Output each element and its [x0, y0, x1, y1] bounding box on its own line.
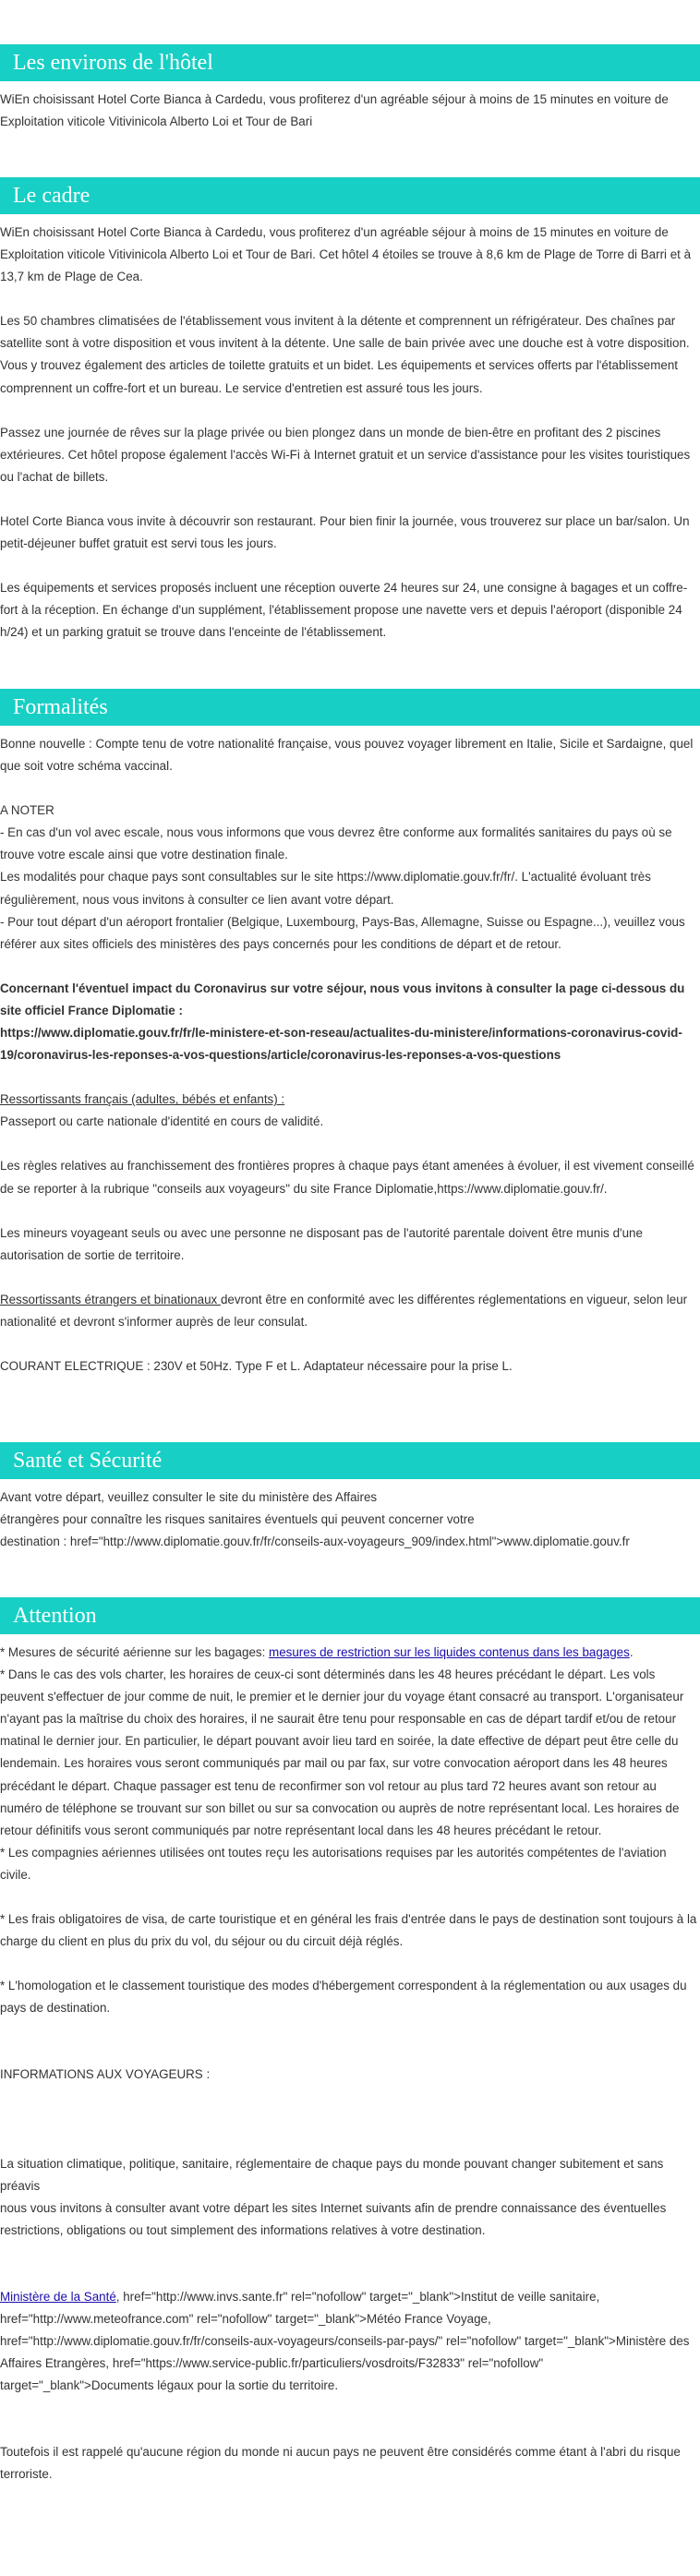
- formalites-intro: Bonne nouvelle : Compte tenu de votre nationalité française, vous pouvez voyager librement en Italie, Sicile et Sardaigne, quel que soit votre schéma vaccinal.: [0, 737, 694, 774]
- attention-homologation: * L'homologation et le classement touristique des modes d'hébergement correspondent à la réglementation ou aux usages du pays de destination.: [0, 1979, 687, 2016]
- section-title-formalites: Formalités: [0, 689, 700, 726]
- ressortissants-etrangers-label: Ressortissants étrangers et binationaux: [0, 1292, 221, 1306]
- liquides-restriction-link[interactable]: mesures de restriction sur les liquides contenus dans les bagages: [269, 1645, 630, 1659]
- sante-text: Avant votre départ, veuillez consulter le site du ministère des Affaires étrangères pour connaître les risques sanitaires éventuels qui peuvent concerner votre destination : href="http://www.diplomatie.gouv.fr/fr/conseils-aux-voyageurs_909/index.html">www.diplomatie.gouv.fr: [0, 1490, 630, 1549]
- section-content-sante: [0, 1479, 700, 1553]
- section-title-sante: Santé et Sécurité: [0, 1442, 700, 1479]
- section-sante: [0, 1442, 700, 1553]
- section-formalites: [0, 689, 700, 1378]
- attention-vols: * Dans le cas des vols charter, les horaires de ceux-ci sont déterminés dans les 48 heures précédant le départ. Les vols peuvent s'effectuer de jour comme de nuit, le premier et le dernier jour du voyage étant consacré au transport. L'organisateur n'ayant pas la maîtrise du choix des horaires, il ne saurait être tenu pour responsable en cas de départ tardif et/ou de retour matinal le dernier jour. En particulier, le départ pouvant avoir lieu tard en soirée, la date effective de départ peut être celle du lendemain. Les horaires vous seront communiqués par mail ou par fax, sur votre convocation aéroport dans les 48 heures précédant le départ. Chaque passager est tenu de reconfirmer son vol retour au plus tard 72 heures avant son retour au numéro de téléphone se trouvant sur son billet ou sur sa convocation ou auprès de notre représentant local. Les horaires de retour définitifs vous seront communiqués par notre représentant local dans les 48 heures précédant le retour. * Les compagnies aériennes utilisées ont toutes reçu les autorisations requises par les autorités compétentes de l'aviation civile.: [0, 1667, 684, 1882]
- cadre-paragraph-4: Hotel Corte Bianca vous invite à découvrir son restaurant. Pour bien finir la journée, vous trouverez sur place un bar/salon. Un petit-déjeuner buffet gratuit est servi tous les jours.: [0, 513, 690, 551]
- cadre-paragraph-5: Les équipements et services proposés incluent une réception ouverte 24 heures sur 24, une consigne à bagages et un coffre-fort à la réception. En échange d'un supplément, l'établissement propose une navette vers et depuis l'aéroport (disponible 24 h/24) et un parking gratuit se trouve dans l'enceinte de l'établissement.: [0, 581, 688, 640]
- attention-frais: * Les frais obligatoires de visa, de carte touristique et en général les frais d'entrée dans le pays de destination sont toujours à la charge du client en plus du prix du vol, du séjour ou du circuit déjà réglés.: [0, 1912, 697, 1949]
- formalites-mineurs: Les mineurs voyageant seuls ou avec une personne ne disposant pas de l'autorité parentale doivent être munis d'une autorisation de sortie de territoire.: [0, 1225, 643, 1262]
- ressortissants-etrangers: [0, 1289, 700, 1333]
- attention-ministere-rest: , href="http://www.invs.sante.fr" rel="nofollow" target="_blank">Institut de veille sanitaire, href="http://www.meteofrance.com" rel="nofollow" target="_blank">Météo France Voyage, href="http://www.diplomatie.gouv.fr/fr/conseils-aux-voyageurs/conseils-par-pays/" rel="nofollow" target="_blank">Ministère des Affaires Etrangères, href="https://www.service-public.fr/particuliers/vosdroits/F32833" rel="nofollow" target="_blank">Documents légaux pour la sortie du territoire.: [0, 2289, 690, 2393]
- attention-terroriste: Toutefois il est rappelé qu'aucune région du monde ni aucun pays ne peuvent être considérés comme étant à l'abri du risque terroriste.: [0, 2445, 681, 2482]
- attention-mesures-prefix: * Mesures de sécurité aérienne sur les bagages:: [0, 1645, 270, 1659]
- section-title-attention: Attention: [0, 1597, 700, 1634]
- attention-ministere: [0, 2286, 700, 2397]
- informations-voyageurs: INFORMATIONS AUX VOYAGEURS :: [0, 2067, 211, 2082]
- section-content-formalites: [0, 726, 700, 1378]
- ministere-sante-link[interactable]: Ministère de la Santé: [0, 2289, 116, 2304]
- ressortissants-etrangers-text: devront être en conformité avec les différentes réglementations en vigueur, selon leur nationalité et devront s'informer auprès de leur consulat.: [0, 1292, 688, 1329]
- attention-mesures-suffix: .: [629, 1645, 634, 1659]
- section-title-environs: Les environs de l'hôtel: [0, 44, 700, 81]
- attention-situation: La situation climatique, politique, sanitaire, réglementaire de chaque pays du monde pouvant changer subitement et sans préavis nous vous invitons à consulter avant votre départ les sites Internet suivants afin de prendre connaissance des éventuelles restrictions, obligations ou tout simplement des informations relatives à votre destination.: [0, 2156, 667, 2237]
- courant-electrique: COURANT ELECTRIQUE : 230V et 50Hz. Type F et L. Adaptateur nécessaire pour la prise L.: [0, 1358, 513, 1373]
- formalites-regles: Les règles relatives au franchissement des frontières propres à chaque pays étant amenées à évoluer, il est vivement conseillé de se reporter à la rubrique "conseils aux voyageurs" du site France Diplomatie,https://www.diplomatie.gouv.fr/.: [0, 1159, 694, 1196]
- environs-text: WiEn choisissant Hotel Corte Bianca à Cardedu, vous profiterez d'un agréable séjour à moins de 15 minutes en voiture de Exploitation viticole Vitivinicola Alberto Loi et Tour de Bari: [0, 92, 669, 129]
- section-attention: [0, 1597, 700, 2486]
- cadre-paragraph-2: Les 50 chambres climatisées de l'établissement vous invitent à la détente et comprennent un réfrigérateur. Des chaînes par satellite sont à votre disposition et vous invitent à la détente. Une salle de bain privée avec une douche est à votre disposition. Vous y trouvez également des articles de toilette gratuits et un bidet. Les équipements et services offerts par l'établissement comprennent un coffre-fort et un bureau. Le service d'entretien est assuré tous les jours.: [0, 314, 690, 395]
- formalites-a-noter: A NOTER - En cas d'un vol avec escale, nous vous informons que vous devrez être conforme aux formalités sanitaires du pays où se trouve votre escale ainsi que votre destination finale. Les modalités pour chaque pays sont consultables sur le site https://www.diplomatie.gouv.fr/fr/. L'actualité évoluant très régulièrement, nous vous invitons à consulter ce lien avant votre départ. - Pour tout départ d'un aéroport frontalier (Belgique, Luxembourg, Pays-Bas, Allemagne, Suisse ou Espagne...), veuillez vous référer aux sites officiels des ministères des pays concernés pour les conditions de départ et de retour.: [0, 803, 685, 951]
- ressortissants-francais-label: Ressortissants français (adultes, bébés et enfants) :: [0, 1092, 285, 1107]
- section-content-attention: [0, 1634, 700, 2486]
- ressortissants-francais-text: Passeport ou carte nationale d'identité en cours de validité.: [0, 1114, 324, 1129]
- section-environs: [0, 44, 700, 133]
- attention-mesures: [0, 1642, 700, 1664]
- section-title-cadre: Le cadre: [0, 177, 700, 214]
- section-cadre: [0, 177, 700, 644]
- formalites-coronavirus: Concernant l'éventuel impact du Coronavirus sur votre séjour, nous vous invitons à consulter la page ci-dessous du site officiel France Diplomatie : https://www.diplomatie.gouv.fr/fr/le-ministere-et-son-reseau/actualites-du-ministere/informations-coronavirus-covid-19/coronavirus-les-reponses-a-vos-questions/article/coronavirus-les-reponses-a-vos-questions: [0, 981, 685, 1063]
- section-content-environs: [0, 81, 700, 133]
- section-content-cadre: [0, 214, 700, 644]
- cadre-paragraph-1: WiEn choisissant Hotel Corte Bianca à Cardedu, vous profiterez d'un agréable séjour à moins de 15 minutes en voiture de Exploitation viticole Vitivinicola Alberto Loi et Tour de Bari. Cet hôtel 4 étoiles se trouve à 8,6 km de Plage de Torre di Barri et à 13,7 km de Plage de Cea.: [0, 225, 692, 284]
- cadre-paragraph-3: Passez une journée de rêves sur la plage privée ou bien plongez dans un monde de bien-être en profitant des 2 piscines extérieures. Cet hôtel propose également l'accès Wi-Fi à Internet gratuit et un service d'assistance pour les visites touristiques ou l'achat de billets.: [0, 425, 691, 484]
